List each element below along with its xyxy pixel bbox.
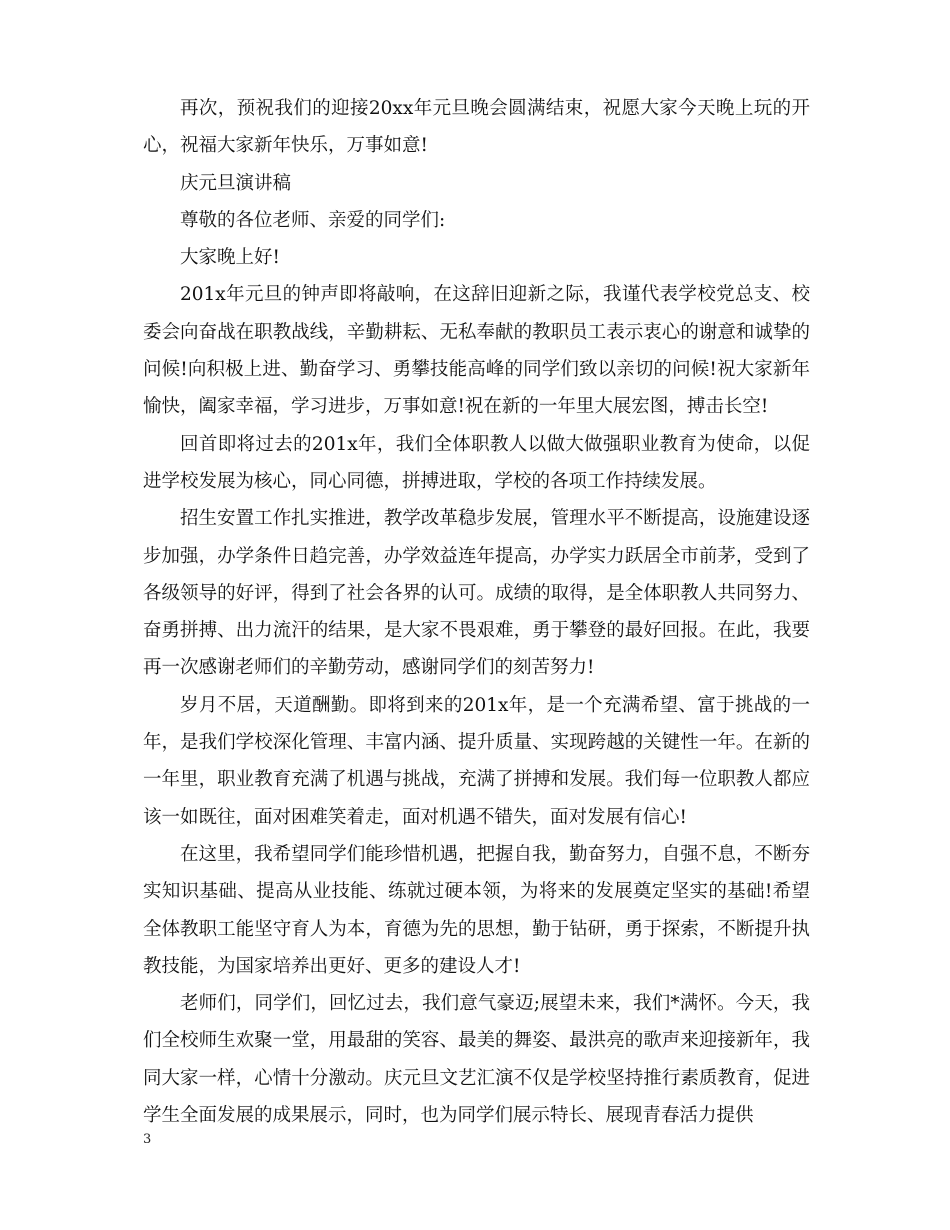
paragraph-new-year-wish: 再次，预祝我们的迎接20xx年元旦晚会圆满结束，祝愿大家今天晚上玩的开心，祝福大家新年快乐，万事如意! — [143, 98, 810, 157]
paragraph-review: 回首即将过去的201x年，我们全体职教人以做大做强职业教育为使命，以促进学校发展为核心，同心同德，拼搏进取，学校的各项工作持续发展。 — [143, 433, 810, 492]
document-body — [143, 90, 810, 1134]
salutation: 尊敬的各位老师、亲爱的同学们: — [180, 209, 446, 231]
paragraph-opening: 201x年元旦的钟声即将敲响，在这辞旧迎新之际，我谨代表学校党总支、校委会向奋战在职教战线，辛勤耕耘、无私奉献的教职员工表示衷心的谢意和诚挚的问候!向积极上进、勤奋学习、勇攀技能高峰的同学们致以亲切的问候!祝大家新年愉快，阖家幸福，学习进步，万事如意!祝在新的一年里大展宏图，搏击长空! — [143, 284, 810, 418]
paragraph-outlook: 岁月不居，天道酬勤。即将到来的201x年，是一个充满希望、富于挑战的一年，是我们学校深化管理、丰富内涵、提升质量、实现跨越的关键性一年。在新的一年里，职业教育充满了机遇与挑战，充满了拼搏和发展。我们每一位职教人都应该一如既往，面对困难笑着走，面对机遇不错失，面对发展有信心! — [143, 694, 810, 828]
greeting: 大家晚上好! — [180, 247, 280, 269]
page-number: 3 — [143, 1132, 152, 1147]
paragraph-celebration: 老师们，同学们，回忆过去，我们意气豪迈;展望未来，我们*满怀。今天，我们全校师生欢聚一堂，用最甜的笑容、最美的舞姿、最洪亮的歌声来迎接新年，我同大家一样，心情十分激动。庆元旦文艺汇演不仅是学校坚持推行素质教育，促进学生全面发展的成果展示，同时，也为同学们展示特长、展现青春活力提供 — [143, 993, 810, 1127]
speech-title: 庆元旦演讲稿 — [180, 172, 292, 194]
paragraph-hopes: 在这里，我希望同学们能珍惜机遇，把握自我，勤奋努力，自强不息，不断夯实知识基础、提高从业技能、练就过硬本领，为将来的发展奠定坚实的基础!希望全体教职工能坚守育人为本，育德为先的思想，勤于钻研，勇于探索，不断提升执教技能，为国家培养出更好、更多的建设人才! — [143, 843, 810, 977]
paragraph-achievements: 招生安置工作扎实推进，教学改革稳步发展，管理水平不断提高，设施建设逐步加强，办学条件日趋完善，办学效益连年提高，办学实力跃居全市前茅，受到了各级领导的好评，得到了社会各界的认可。成绩的取得，是全体职教人共同努力、奋勇拼搏、出力流汗的结果，是大家不畏艰难，勇于攀登的最好回报。在此，我要再一次感谢老师们的辛勤劳动，感谢同学们的刻苦努力! — [143, 508, 810, 679]
